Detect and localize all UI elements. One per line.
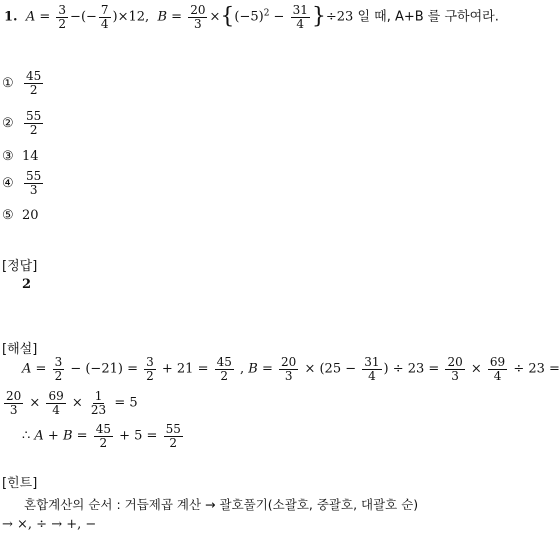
hint-line-2: → ×, ÷ → +, −	[2, 517, 97, 532]
option-value: 14	[22, 149, 39, 164]
option-value: 20	[22, 208, 39, 223]
option-3[interactable]	[2, 149, 39, 164]
option-2[interactable]: ② $\frac{55}{2}$	[2, 109, 42, 137]
option-marker: ④	[2, 175, 14, 191]
explanation-header: [해설]	[2, 342, 38, 357]
option-1[interactable]: ① $\frac{45}{2}$	[2, 69, 42, 97]
question-number: 1.	[4, 9, 18, 25]
question-suffix: 일 때, A+B 를 구하여라.	[357, 9, 499, 25]
option-marker: ③	[2, 149, 14, 164]
option-4[interactable]: ④ $\frac{55}{3}$	[2, 169, 42, 197]
question-line: 1. A = $\frac{3}{2}$ −(− $\frac{7}{4}$ )×12, B = $\frac{20}{3}$ $\times\{(-5)^2$ − $\frac{31}{4}$ }÷23 일 때, A+B 를 구하여라.	[4, 3, 499, 31]
answer-header: [정답]	[2, 259, 38, 274]
option-marker: ①	[2, 75, 14, 91]
explanation-line-3: ∴ A + B = $\frac{45}{2}$ + 5 = $\frac{55}{2}$	[22, 422, 181, 450]
explanation-line-1: A = $\frac{3}{2}$ − (−21) = $\frac{3}{2}$ + 21 = $\frac{45}{2}$ , B = $\frac{20}{3}$ × (25 − $\frac{31}{4}$ ) ÷ 23 = $\frac{20}{3}$ × $\frac{69}{4}$ ÷ 23 =	[22, 355, 560, 383]
answer-value: 2	[22, 277, 32, 292]
option-marker: ⑤	[2, 208, 14, 223]
explanation-line-2: $\frac{20}{3}$ × $\frac{69}{4}$ × $\frac{1}{23}$ = 5	[6, 389, 138, 417]
option-marker: ②	[2, 115, 14, 131]
option-5[interactable]	[2, 208, 39, 223]
hint-line-1: 혼합계산의 순서 : 거듭제곱 계산 → 괄호풀기(소괄호, 중괄호, 대괄호 순)	[24, 497, 419, 512]
hint-header: [힌트]	[2, 476, 38, 491]
